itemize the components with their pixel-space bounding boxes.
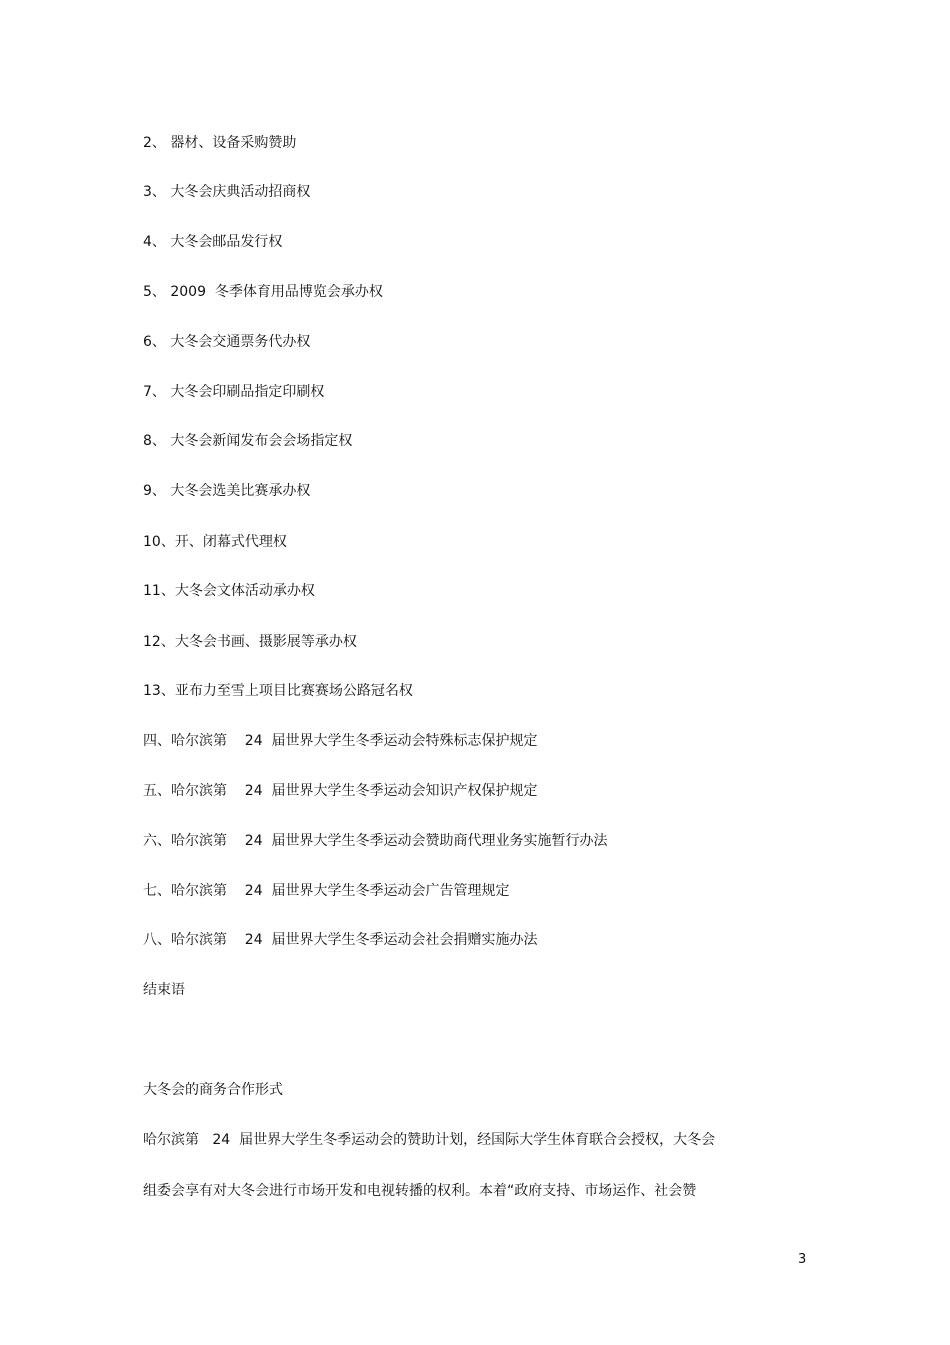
- toc-item: 六、哈尔滨第 24 届世界大学生冬季运动会赞助商代理业务实施暂行办法: [143, 833, 608, 849]
- toc-item: 7、 大冬会印刷品指定印刷权: [143, 384, 325, 400]
- toc-item: 2、 器材、设备采购赞助: [143, 135, 297, 151]
- page-number: 3: [798, 1252, 807, 1267]
- toc-item: 结束语: [143, 982, 185, 998]
- toc-item: 12、大冬会书画、摄影展等承办权: [143, 634, 357, 650]
- toc-item: 8、 大冬会新闻发布会会场指定权: [143, 433, 353, 449]
- toc-item: 七、哈尔滨第 24 届世界大学生冬季运动会广告管理规定: [143, 883, 510, 899]
- section-heading: 大冬会的商务合作形式: [143, 1082, 283, 1098]
- toc-item: 10、开、闭幕式代理权: [143, 534, 287, 550]
- toc-item: 9、 大冬会选美比赛承办权: [143, 483, 311, 499]
- toc-item: 五、哈尔滨第 24 届世界大学生冬季运动会知识产权保护规定: [143, 783, 538, 799]
- toc-item: 八、哈尔滨第 24 届世界大学生冬季运动会社会捐赠实施办法: [143, 932, 538, 948]
- toc-item: 四、哈尔滨第 24 届世界大学生冬季运动会特殊标志保护规定: [143, 733, 538, 749]
- toc-item: 11、大冬会文体活动承办权: [143, 583, 315, 599]
- toc-item: 13、亚布力至雪上项目比赛赛场公路冠名权: [143, 683, 413, 699]
- toc-item: 4、 大冬会邮品发行权: [143, 234, 283, 250]
- toc-item: 6、 大冬会交通票务代办权: [143, 334, 311, 350]
- paragraph-line: 哈尔滨第 24 届世界大学生冬季运动会的赞助计划，经国际大学生体育联合会授权，大冬会: [143, 1132, 716, 1148]
- paragraph-line: 组委会享有对大冬会进行市场开发和电视转播的权利。本着“政府支持、市场运作、社会赞: [143, 1183, 697, 1199]
- toc-item: 3、 大冬会庆典活动招商权: [143, 184, 311, 200]
- toc-item: 5、 2009 冬季体育用品博览会承办权: [143, 284, 383, 300]
